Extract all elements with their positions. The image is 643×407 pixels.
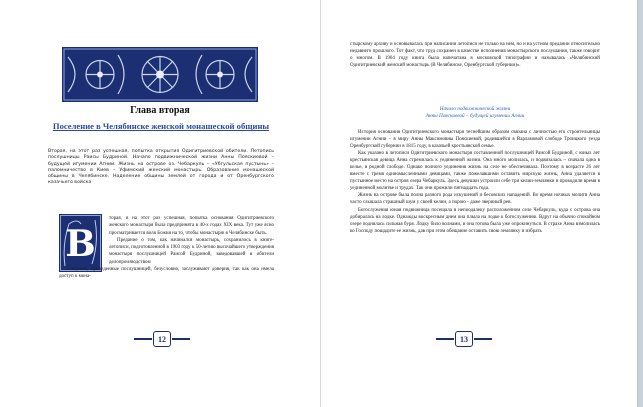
page-number: 12 — [153, 331, 171, 347]
chapter-subtitle: Поселение в Челябинске женской монашеской общины — [52, 121, 270, 131]
paragraph: Богослужения юная подвижница посещала в непоодалеку расположенном селе Чебаркуль, куда с острова она добиралась на лодке. Однажды воскресным днем она плыла на лодке к богослужению. Вдруг на обычно спокойном озере поднялась сильная буря. Лодку било волнами, и она готова была уже опрокинуться. В страхе Анна взмолилась ко Господу пощадите ее жизнь, дав при этом обещание оставить свою землянку и избрать — [350, 207, 600, 234]
right-body-text — [350, 129, 600, 235]
page-number-left — [134, 331, 190, 347]
section-heading-line: Начало подвижнической жизни — [439, 106, 511, 112]
paragraph: Как указано в летописи Одигитриевского монастыря составленной послушницей Раисой Будриной, с юных лет крестьянская девица Анна стремилась к уединенной жизни. Она много молилась, и подвизалась – сначала одна в келье, в родной слободе. Однако полного уединения жизнь на селе не обеспечивала. Поэтому в возрасте 26 лет вместе с тремя единомысленными девицами, также пожелавшими оставить мирскую жизнь, Анна удаляется в пустынное место на остров озера Чебаркуль. Здесь девушки устроили себе три келии-землянки и проводили время в уединенной молитве и трудах. Так они прожили пятнадцать года. — [350, 151, 600, 192]
right-top-text — [350, 41, 600, 69]
page-edge — [637, 0, 643, 407]
page-number: 13 — [455, 331, 473, 347]
paragraph: Сведения, приведенные послушницей, безусловно, заслуживают доверия, так как она имела доступ к мона- — [59, 266, 274, 279]
dropcap-letter: В — [65, 223, 96, 265]
chapter-summary: Вторая, на этот раз успешная, попытка открытия Одигитриевской обители. Летопись послушницы Раисы Будриной. Начало подвижнической жизни Анны Пояскиевой – будущей игумении Агнии. Жизнь на острове оз. Чебаркуль – «Убгульская пустынь» – паломничество в Киев – Уфимский женский монастырь. Образование монашеской общины в Челябинске. Наделение общины землей от города и от Оренбургского казачьего войска — [48, 149, 274, 186]
paragraph: торая, и на этот раз успешная, попытка основания Одигитриевского женского монастыря была предпринята в 40-х годах XIX века. Тут уже ясно просматривается воля Божия на то, чтобы монастырю в Челябинске быть. — [109, 216, 274, 236]
chapter-header-ornament — [62, 47, 258, 102]
decorative-dropcap — [59, 214, 102, 272]
chapter-title: Глава вторая — [130, 105, 190, 116]
left-page — [0, 0, 321, 407]
section-heading-line: Анны Пояскиевой – будущей игумении Агнии — [425, 113, 525, 119]
paragraph: Предание о том, как начинался монастырь, сохранилось в книге-летописи, подготовленной в 1903 году к 50-летию высочайшего утверждения монастыря послушницей Раисой Будриной, заведовавшей в обители делопроизводством — [109, 237, 274, 265]
paragraph: Жизнь на острове была полна разного рода искушений и бесовских нападений. Во время ночных молитв Анна часто слышала страшный шум у своей келии, а порою - даже звериный рев. — [350, 193, 600, 206]
paragraph: стырскому архиву и основывалась при написании летописи не только на нем, но и на устном предании относительно недавнего прошлого. Тот факт, что труд сохранен в качестве исполнения монастырского послушания, также говорит о многом. В 1904 году книга была напечатана в московской типографии и называлась «Челябинский Одигитриевский женский монастырь (В Челябинске, Оренбургской губернии)». — [350, 42, 600, 69]
page-number-right — [436, 331, 494, 347]
section-heading — [350, 106, 600, 120]
paragraph: История основания Одигитриевского монастыря теснейшим образом связана с личностью его строительницы игумении Агнии – в миру Анны Максимовны Пояскиевой, родившейся в Варламовой слободе Троицкого уезда Оренбургской губернии в 1815 году, в казачьей крестьянской семье. — [350, 130, 600, 150]
left-body-text — [59, 215, 274, 279]
